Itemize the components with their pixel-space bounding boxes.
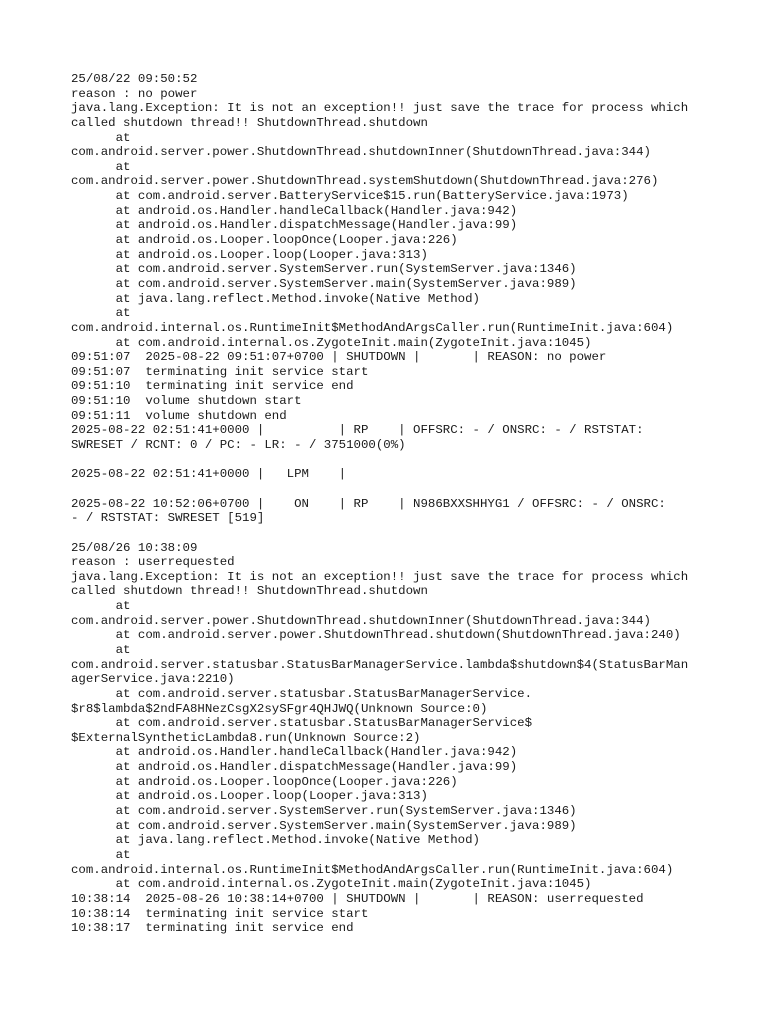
log-line: at java.lang.reflect.Method.invoke(Native Method) (71, 833, 480, 848)
log-line: at (71, 599, 131, 614)
log-line: at android.os.Looper.loopOnce(Looper.java:226) (71, 774, 458, 789)
log-line: at com.android.server.SystemServer.run(SystemServer.java:1346) (71, 804, 577, 819)
log-line: com.android.server.power.ShutdownThread.shutdownInner(ShutdownThread.java:344) (71, 145, 651, 160)
log-line: at com.android.server.statusbar.StatusBarManagerService$ (71, 716, 533, 731)
log-line: com.android.internal.os.RuntimeInit$MethodAndArgsCaller.run(RuntimeInit.java:604) (71, 862, 674, 877)
log-line: 10:38:14 2025-08-26 10:38:14+0700 | SHUTDOWN | | REASON: userrequested (71, 891, 644, 906)
log-line: at com.android.server.SystemServer.run(SystemServer.java:1346) (71, 262, 577, 277)
log-line: at com.android.internal.os.ZygoteInit.main(ZygoteInit.java:1045) (71, 335, 592, 350)
log-line: at com.android.server.power.ShutdownThread.shutdown(ShutdownThread.java:240) (71, 628, 681, 643)
log-line: at java.lang.reflect.Method.invoke(Native Method) (71, 291, 480, 306)
log-line: 2025-08-22 10:52:06+0700 | ON | RP | N986BXXSHHYG1 / OFFSRC: - / ONSRC: (71, 496, 666, 511)
log-line: java.lang.Exception: It is not an exception!! just save the trace for process which (71, 101, 689, 116)
log-line: reason : no power (71, 86, 198, 101)
log-line: at (71, 847, 131, 862)
log-line: - / RSTSTAT: SWRESET [519] (71, 511, 265, 526)
log-line: agerService.java:2210) (71, 672, 235, 687)
log-line: $r8$lambda$2ndFA8HNezCsgX2sySFgr4QHJWQ(Unknown Source:0) (71, 701, 488, 716)
log-line: 09:51:07 terminating init service start (71, 364, 369, 379)
log-line: at android.os.Handler.handleCallback(Handler.java:942) (71, 203, 518, 218)
log-line: com.android.server.power.ShutdownThread.systemShutdown(ShutdownThread.java:276) (71, 174, 659, 189)
log-line: at android.os.Handler.handleCallback(Handler.java:942) (71, 745, 518, 760)
log-line: 2025-08-22 02:51:41+0000 | | RP | OFFSRC: - / ONSRC: - / RSTSTAT: (71, 423, 644, 438)
log-line: at android.os.Looper.loopOnce(Looper.java:226) (71, 233, 458, 248)
log-line: at com.android.server.statusbar.StatusBarManagerService. (71, 686, 533, 701)
log-line: at com.android.server.SystemServer.main(SystemServer.java:989) (71, 818, 577, 833)
log-line: called shutdown thread!! ShutdownThread.shutdown (71, 115, 428, 130)
log-line: SWRESET / RCNT: 0 / PC: - LR: - / 3751000(0%) (71, 438, 406, 453)
log-line: at (71, 159, 131, 174)
log-line: at android.os.Handler.dispatchMessage(Handler.java:99) (71, 218, 518, 233)
log-line: 10:38:17 terminating init service end (71, 921, 354, 936)
log-line: 09:51:11 volume shutdown end (71, 408, 287, 423)
log-line: at (71, 642, 131, 657)
log-line: reason : userrequested (71, 555, 235, 570)
log-line: called shutdown thread!! ShutdownThread.shutdown (71, 584, 428, 599)
log-line: at com.android.server.BatteryService$15.run(BatteryService.java:1973) (71, 189, 629, 204)
log-line: at com.android.server.SystemServer.main(SystemServer.java:989) (71, 276, 577, 291)
log-document (71, 72, 711, 936)
log-line: $ExternalSyntheticLambda8.run(Unknown Source:2) (71, 730, 421, 745)
log-line: com.android.internal.os.RuntimeInit$MethodAndArgsCaller.run(RuntimeInit.java:604) (71, 320, 674, 335)
log-line: 10:38:14 terminating init service start (71, 906, 369, 921)
log-line: com.android.server.statusbar.StatusBarManagerService.lambda$shutdown$4(StatusBarMan (71, 657, 689, 672)
blank-line (71, 453, 711, 468)
log-line: com.android.server.power.ShutdownThread.shutdownInner(ShutdownThread.java:344) (71, 613, 651, 628)
log-line: java.lang.Exception: It is not an exception!! just save the trace for process which (71, 569, 689, 584)
log-line: at android.os.Handler.dispatchMessage(Handler.java:99) (71, 760, 518, 775)
blank-line (71, 526, 711, 541)
log-line: 09:51:07 2025-08-22 09:51:07+0700 | SHUTDOWN | | REASON: no power (71, 350, 607, 365)
log-line: at android.os.Looper.loop(Looper.java:313) (71, 789, 428, 804)
log-line: at com.android.internal.os.ZygoteInit.main(ZygoteInit.java:1045) (71, 877, 592, 892)
log-line: 25/08/26 10:38:09 (71, 540, 198, 555)
log-line: at (71, 130, 131, 145)
log-line: 09:51:10 terminating init service end (71, 379, 354, 394)
log-line: at android.os.Looper.loop(Looper.java:313) (71, 247, 428, 262)
blank-line (71, 482, 711, 497)
log-line: 2025-08-22 02:51:41+0000 | LPM | (71, 467, 347, 482)
log-line: 09:51:10 volume shutdown start (71, 394, 302, 409)
log-line: at (71, 306, 131, 321)
log-line: 25/08/22 09:50:52 (71, 72, 198, 86)
